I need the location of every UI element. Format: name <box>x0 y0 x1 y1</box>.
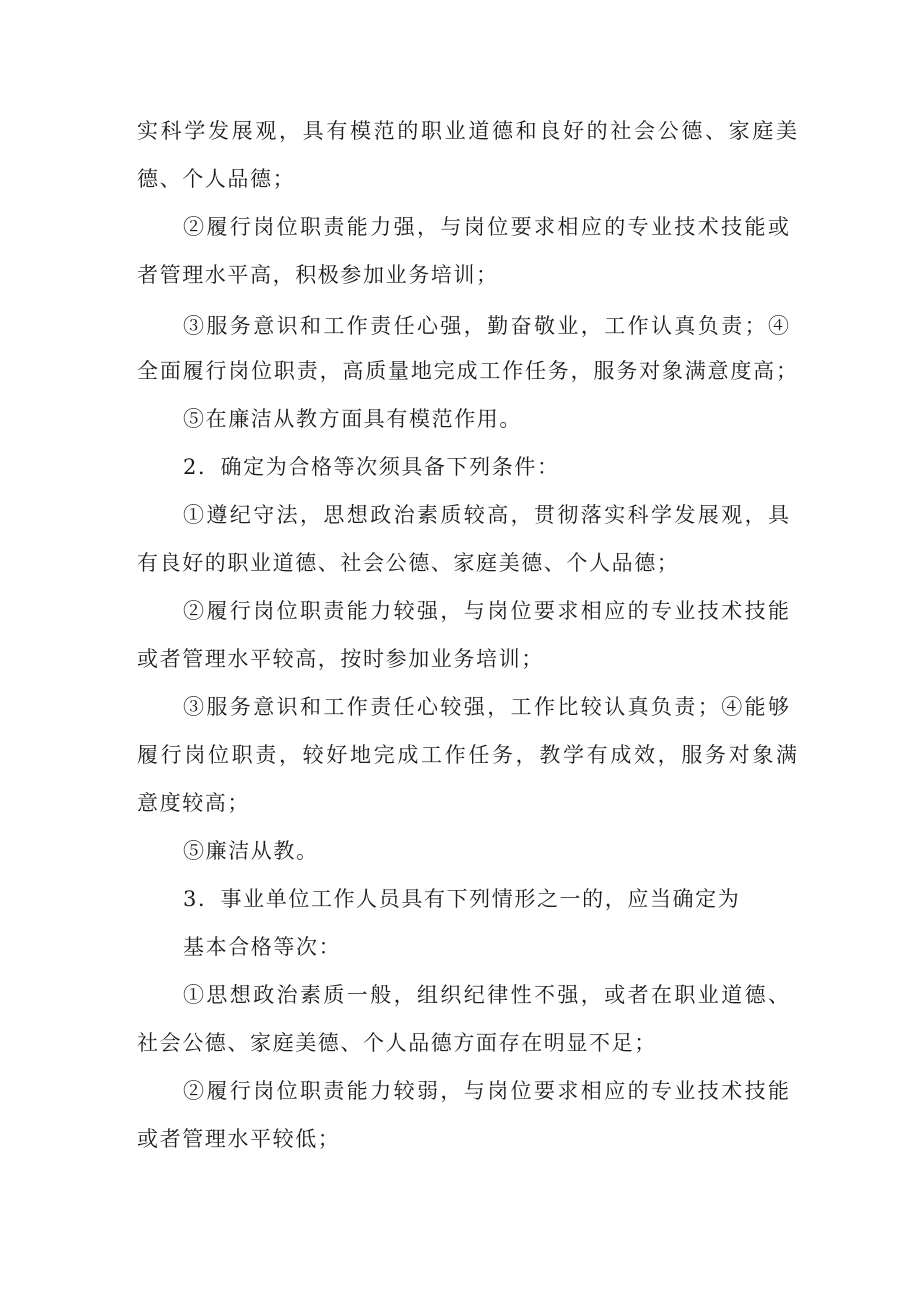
text-line: ①遵纪守法，思想政治素质较高，贯彻落实科学发展观，具 <box>183 503 789 527</box>
text-line: 基本合格等次： <box>183 935 342 959</box>
text-line: ①思想政治素质一般，组织纪律性不强，或者在职业道德、 <box>183 983 789 1007</box>
text-line: 德、个人品德； <box>137 167 296 191</box>
text-line: 3．事业单位工作人员具有下列情形之一的，应当确定为 <box>183 887 741 911</box>
text-line: 履行岗位职责，较好地完成工作任务，教学有成效，服务对象满 <box>137 743 797 767</box>
text-line: 者管理水平高，积极参加业务培训； <box>137 263 499 287</box>
text-line: 意度较高； <box>137 791 250 815</box>
text-line: 或者管理水平较低； <box>137 1127 341 1151</box>
text-line: 有良好的职业道德、社会公德、家庭美德、个人品德； <box>137 551 680 575</box>
text-line: ②履行岗位职责能力强，与岗位要求相应的专业技术技能或 <box>183 215 789 239</box>
text-line: ③服务意识和工作责任心强，勤奋敬业，工作认真负责；④ <box>183 314 789 338</box>
text-line: 实科学发展观，具有模范的职业道德和良好的社会公德、家庭美 <box>137 119 797 143</box>
text-line: ⑤廉洁从教。 <box>183 839 319 863</box>
text-line: 2．确定为合格等次须具备下列条件： <box>183 455 560 479</box>
text-line: 全面履行岗位职责，高质量地完成工作任务，服务对象满意度高； <box>137 359 797 383</box>
text-line: ②履行岗位职责能力较强，与岗位要求相应的专业技术技能 <box>183 599 789 623</box>
text-line: ⑤在廉洁从教方面具有模范作用。 <box>183 407 522 431</box>
text-line: ②履行岗位职责能力较弱，与岗位要求相应的专业技术技能 <box>183 1079 789 1103</box>
text-line: 或者管理水平较高，按时参加业务培训； <box>137 647 544 671</box>
text-line: 社会公德、家庭美德、个人品德方面存在明显不足； <box>137 1031 657 1055</box>
text-line: ③服务意识和工作责任心较强，工作比较认真负责；④能够 <box>183 695 789 719</box>
